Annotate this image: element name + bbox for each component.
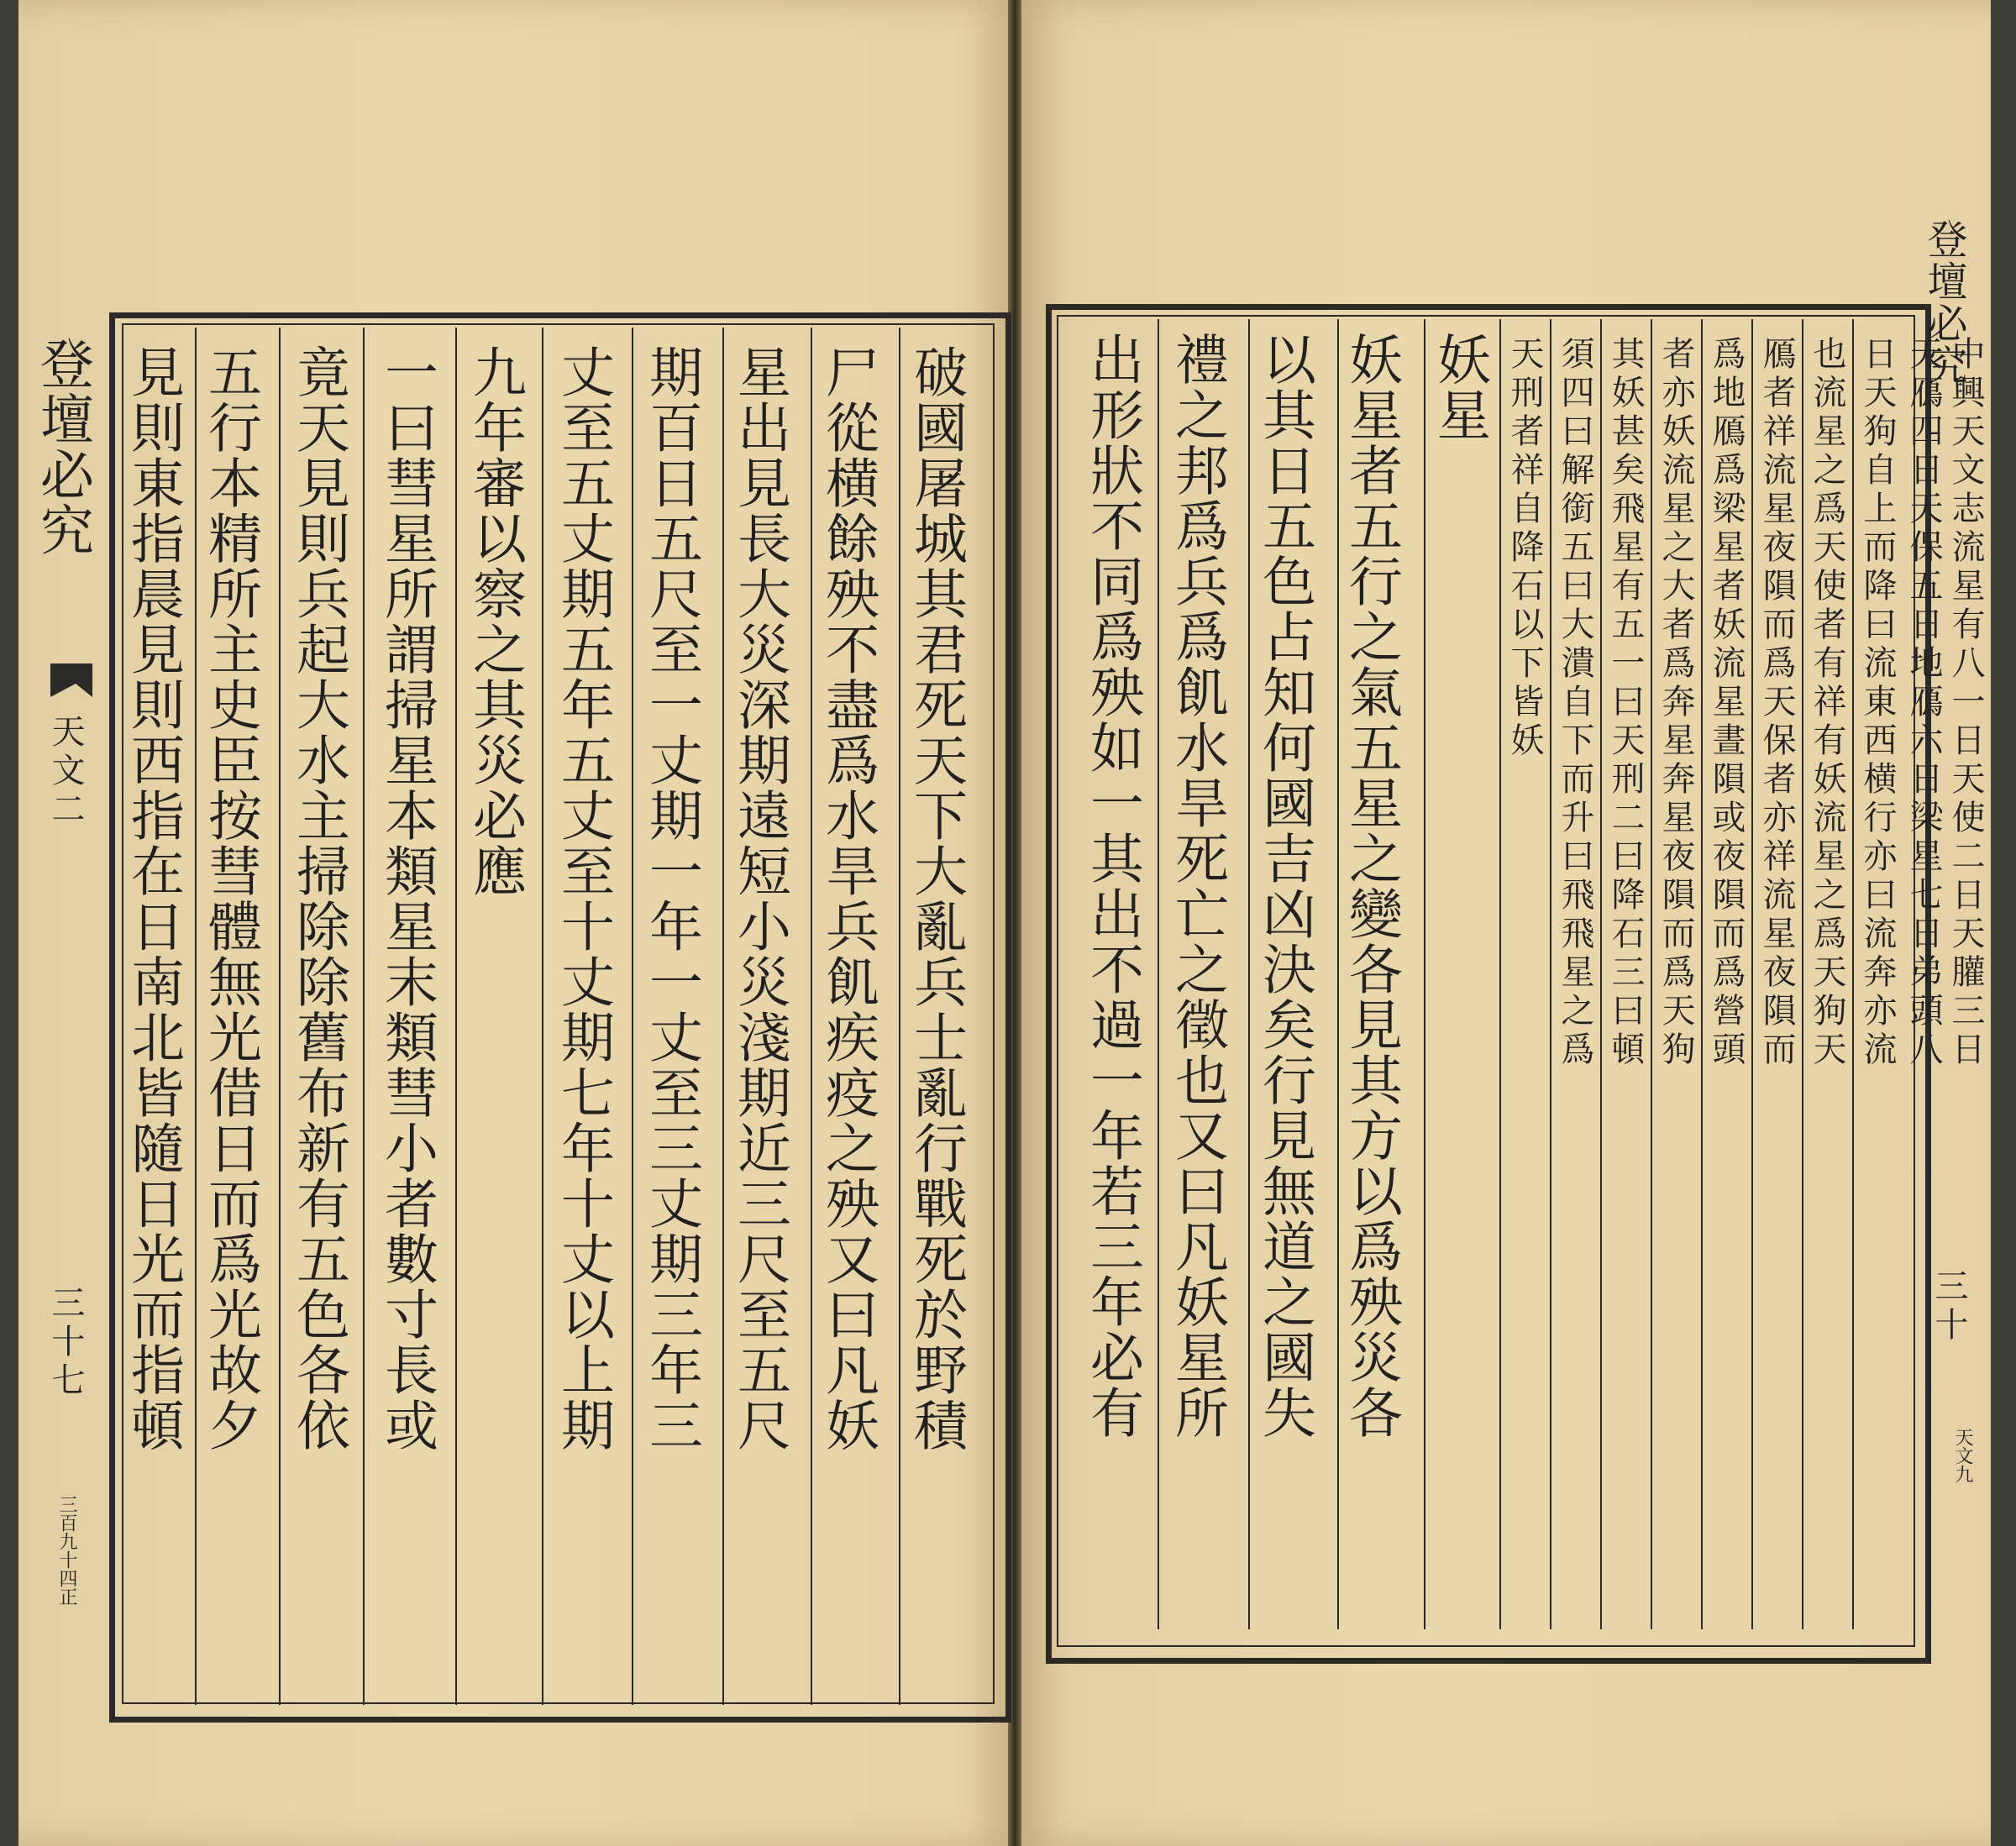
annotation-column-4: 者亦妖流星之大者爲奔星奔星夜隕而爲天狗 bbox=[1656, 336, 1695, 1070]
right-column-2: 以其日五色占知何國吉凶決矣行見無道之國失 bbox=[1253, 332, 1315, 1440]
left-margin-title: 登壇必究 bbox=[31, 336, 93, 558]
left-margin-number: 三十七 bbox=[46, 1285, 85, 1401]
right-column-1: 妖星者五行之氣五星之變各見其方以爲殃災各 bbox=[1340, 332, 1402, 1440]
annotation-column-7: 也流星之爲天使者有祥有妖流星之爲天狗天 bbox=[1808, 336, 1846, 1070]
annotation-column-8: 日天狗自上而降曰流東西横行亦曰流奔亦流 bbox=[1858, 336, 1897, 1070]
left-column-1: 破國屠城其君死天下大亂兵士亂行戰死於野積 bbox=[905, 344, 967, 1453]
left-column-7: 一曰彗星所謂掃星本類星末類彗小者數寸長或 bbox=[375, 344, 438, 1453]
right-margin-number: 三十 bbox=[1929, 1268, 1968, 1345]
right-margin-folio: 天文九 bbox=[1952, 1428, 1973, 1483]
annotation-column-10: 中興天文志流星有八一日天使二日天䑏三日 bbox=[1946, 336, 1985, 1070]
left-column-4: 期百日五尺至一丈期一年一丈至三丈期三年三 bbox=[640, 344, 702, 1453]
annotation-column-2: 須四曰解銜五曰大潰自下而升曰飛飛星之爲 bbox=[1556, 336, 1594, 1070]
right-column-4: 出形狀不同爲殃如一其出不過一年若三年必有 bbox=[1081, 332, 1143, 1440]
left-margin-folio: 三百九十四正 bbox=[56, 1495, 77, 1606]
right-margin-title: 登壇必究 bbox=[1920, 218, 1967, 386]
annotation-column-3: 其妖甚矣飛星有五一曰天刑二曰降石三曰頓 bbox=[1606, 336, 1645, 1070]
annotation-column-9: 天鴈四日天保五日地鴈六日梁星七日弟頭八 bbox=[1904, 336, 1943, 1070]
annotation-column-5: 爲地鴈爲梁星者妖流星晝隕或夜隕而爲營頭 bbox=[1707, 336, 1746, 1070]
left-column-8: 竟天見則兵起大水主掃除除舊布新有五色各依 bbox=[287, 344, 349, 1453]
left-column-3: 星出見長大災深期遠短小災淺期近三尺至五尺 bbox=[728, 344, 790, 1453]
left-column-6: 九年審以察之其災必應 bbox=[464, 344, 526, 899]
annotation-column-1: 天刑者祥自降石以下皆妖 bbox=[1505, 336, 1544, 761]
left-column-2: 尸從横餘殃不盡爲水旱兵飢疾疫之殃又曰凡妖 bbox=[816, 344, 879, 1453]
left-margin-section: 天文二 bbox=[46, 714, 85, 830]
annotation-column-6: 鴈者祥流星夜隕而爲天保者亦祥流星夜隕而 bbox=[1757, 336, 1796, 1070]
section-heading: 妖星 bbox=[1428, 332, 1490, 443]
left-column-9: 五行本精所主史臣按彗體無光借日而爲光故夕 bbox=[199, 344, 261, 1453]
right-column-3: 禮之邦爲兵爲飢水旱死亡之徵也又曰凡妖星所 bbox=[1166, 332, 1228, 1440]
left-column-5: 丈至五丈期五年五丈至十丈期七年十丈以上期 bbox=[552, 344, 614, 1453]
left-column-10: 見則東指晨見則西指在日南北皆隨日光而指頓 bbox=[122, 344, 184, 1453]
